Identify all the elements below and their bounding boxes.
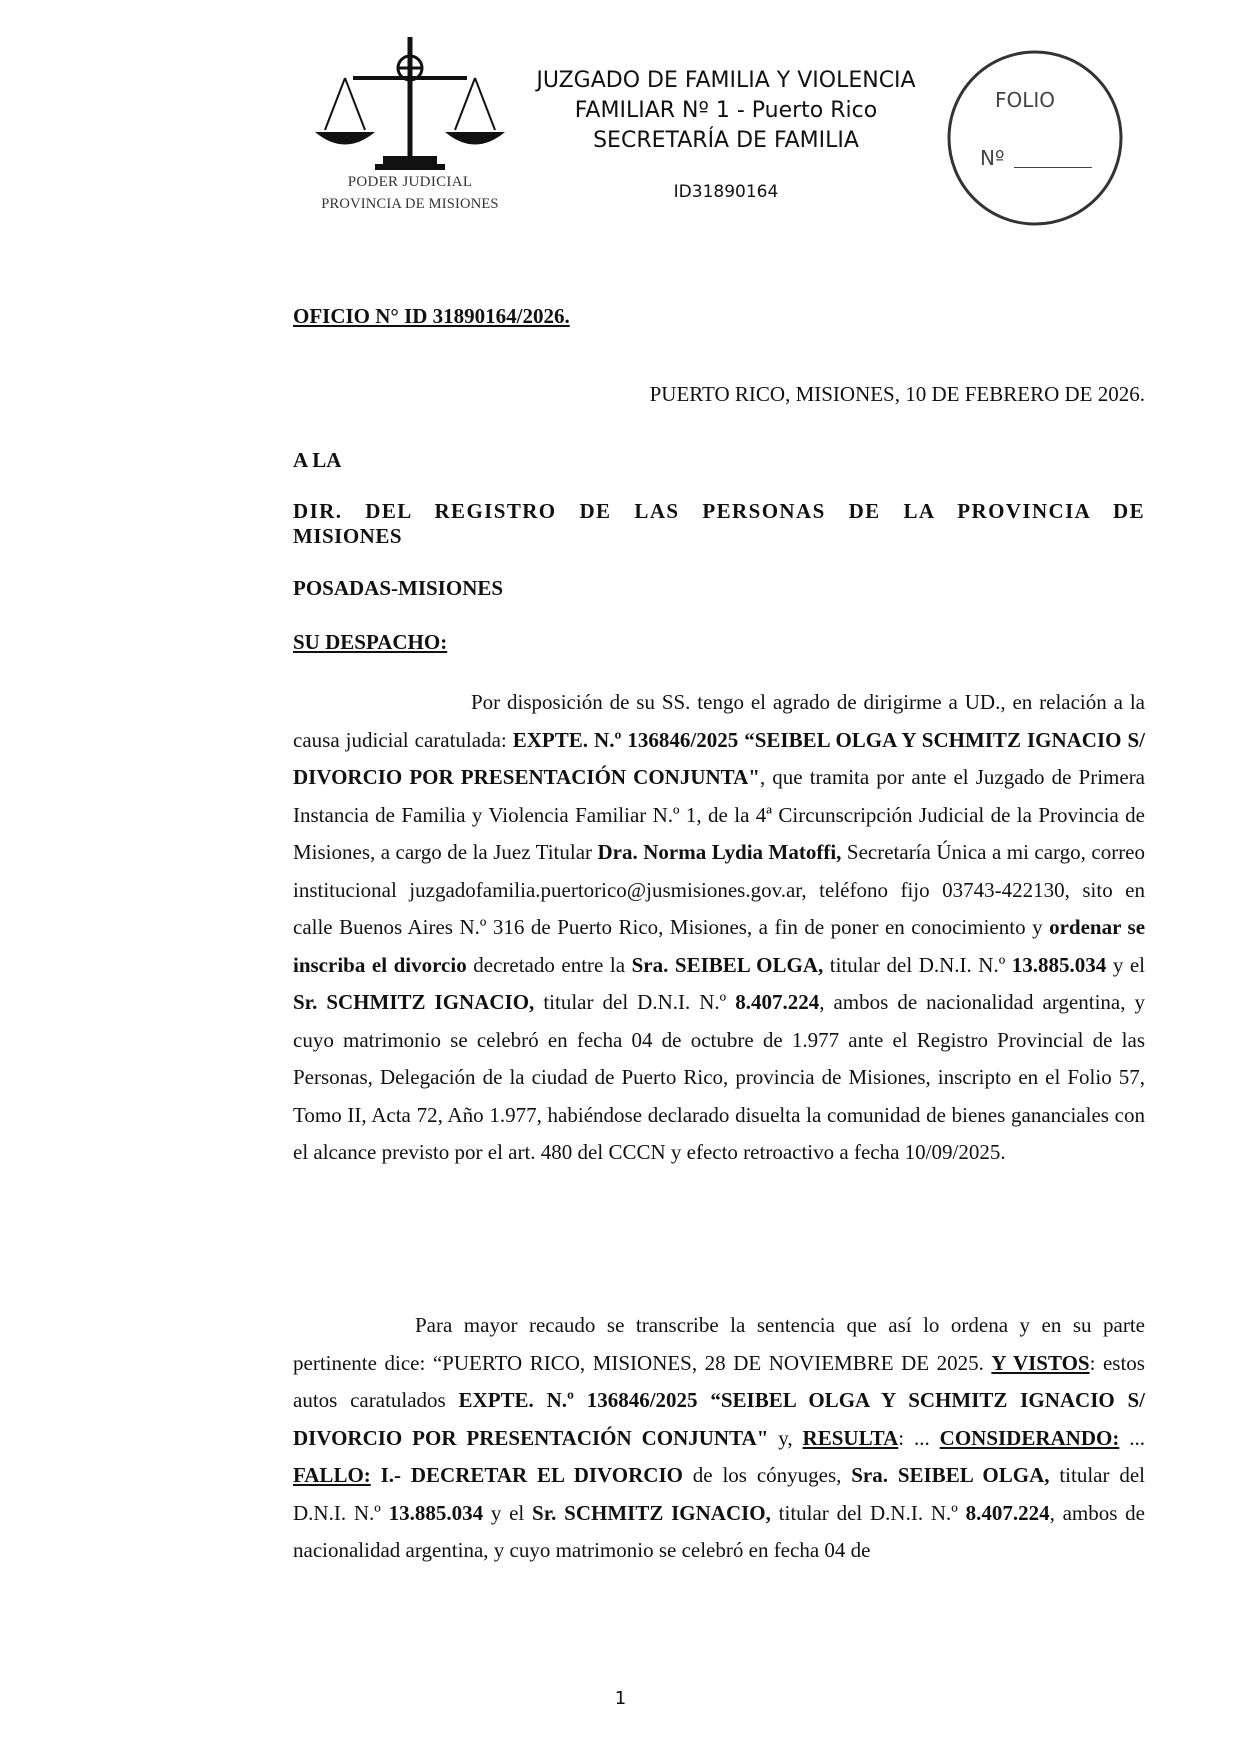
- court-name-line1: JUZGADO DE FAMILIA Y VIOLENCIA: [536, 68, 916, 93]
- folio-stamp-circle: [945, 48, 1125, 228]
- court-name-line2: FAMILIAR Nº 1 - Puerto Rico: [574, 98, 878, 123]
- folio-number-label: Nº: [980, 146, 1005, 170]
- folio-number-blank: [1014, 167, 1092, 168]
- document-id: ID31890164: [673, 182, 779, 202]
- logo-text-poder-judicial: PODER JUDICIAL: [347, 174, 473, 190]
- addressee-to: A LA: [293, 448, 342, 472]
- oficio-title: OFICIO N° ID 31890164/2026.: [293, 304, 570, 328]
- addressee-directorate-line2: MISIONES: [293, 524, 403, 548]
- logo-text-provincia: PROVINCIA DE MISIONES: [321, 196, 499, 212]
- date-line: PUERTO RICO, MISIONES, 10 DE FEBRERO DE 2026.: [649, 382, 1145, 406]
- body-paragraph-2: Para mayor recaudo se transcribe la sentencia que así lo ordena y en su parte pertinente dice: “PUERTO RICO, MISIONES, 28 DE NOVIEMBRE DE 2025. Y VISTOS: estos autos caratulados EXPTE. N.º 136846/2025 “SEIBEL OLGA Y SCHMITZ IGNACIO S/ DIVORCIO POR PRESENTACIÓN CONJUNTA" y, RESULTA: ... CONSIDERANDO: ... FALLO: I.- DECRETAR EL DIVORCIO de los cónyuges, Sra. SEIBEL OLGA, titular del D.N.I. N.º 13.885.034 y el Sr. SCHMITZ IGNACIO, titular del D.N.I. N.º 8.407.224, ambos de nacionalidad argentina, y cuyo matrimonio se celebró en fecha 04 de: [293, 1313, 1146, 1562]
- addressee-office: SU DESPACHO:: [293, 630, 448, 654]
- court-header: [520, 66, 932, 156]
- body-paragraph-1: Por disposición de su SS. tengo el agrado de dirigirme a UD., en relación a la causa judicial caratulada: EXPTE. N.º 136846/2025 “SEIBEL OLGA Y SCHMITZ IGNACIO S/ DIVORCIO POR PRESENTACIÓN CONJUNTA", que tramita por ante el Juzgado de Primera Instancia de Familia y Violencia Familiar N.º 1, de la 4ª Circunscripción Judicial de la Provincia de Misiones, a cargo de la Juez Titular Dra. Norma Lydia Matoffi, Secretaría Única a mi cargo, correo institucional juzgadofamilia.puertorico@jusmisiones.gov.ar, teléfono fijo 03743-422130, sito en calle Buenos Aires N.º 316 de Puerto Rico, Misiones, a fin de poner en conocimiento y ordenar se inscriba el divorcio decretado entre la Sra. SEIBEL OLGA, titular del D.N.I. N.º 13.885.034 y el Sr. SCHMITZ IGNACIO, titular del D.N.I. N.º 8.407.224, ambos de nacionalidad argentina, y cuyo matrimonio se celebró en fecha 04 de octubre de 1.977 ante el Registro Provincial de las Personas, Delegación de la ciudad de Puerto Rico, provincia de Misiones, inscripto en el Folio 57, Tomo II, Acta 72, Año 1.977, habiéndose declarado disuelta la comunidad de bienes gananciales con el alcance previsto por el art. 480 del CCCN y efecto retroactivo a fecha 10/09/2025.: [293, 690, 1146, 1164]
- court-secretariat: SECRETARÍA DE FAMILIA: [593, 128, 859, 153]
- addressee-directorate-line1: DIR. DEL REGISTRO DE LAS PERSONAS DE LA PROVINCIA DE: [293, 499, 1145, 523]
- poder-judicial-scales-logo: [305, 32, 515, 222]
- page-number: 1: [614, 1688, 627, 1709]
- addressee-city: POSADAS-MISIONES: [293, 576, 504, 600]
- folio-label: FOLIO: [995, 88, 1056, 112]
